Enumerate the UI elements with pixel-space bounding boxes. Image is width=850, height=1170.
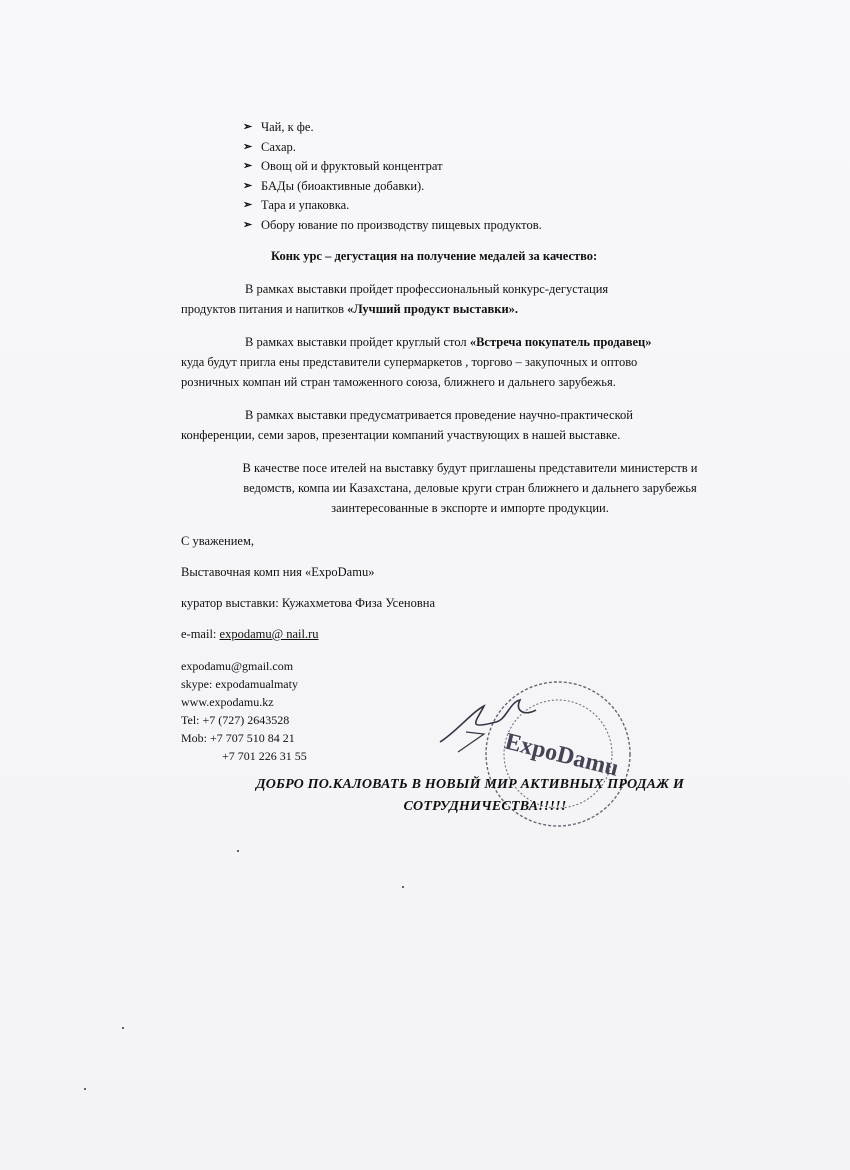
contest-paragraph: В рамках выставки пройдет профессиональный конкурс-дегустация продуктов питания и напитков «Лучший продукт выставки».: [181, 282, 609, 316]
skype-contact: skype: expodamualmaty: [181, 677, 298, 691]
conference-paragraph: В рамках выставки предусматривается проведение научно-практической конференции, семи заров, презентации компаний участвующих в нашей выставке.: [181, 408, 633, 442]
email-link[interactable]: expodamu@ nail.ru: [219, 627, 319, 641]
arrow-bullet-icon: ➢: [243, 160, 253, 172]
contact-block: [181, 657, 307, 765]
website-link[interactable]: www.expodamu.kz: [181, 695, 274, 709]
stamp-logo-text: ExpoDamu: [502, 728, 622, 782]
arrow-bullet-icon: ➢: [243, 179, 253, 192]
arrow-bullet-icon: ➢: [243, 121, 253, 133]
company-name: Выставочная комп ния «ExpoDamu»: [181, 565, 375, 579]
list-item: ➢ БАДы (биоактивные добавки).: [243, 177, 542, 197]
list-item: ➢ Сахар.: [243, 138, 542, 158]
mobile-number-2: +7 701 226 31 55: [222, 749, 307, 763]
scan-speck: [122, 1027, 124, 1029]
email-secondary[interactable]: expodamu@gmail.com: [181, 659, 294, 673]
email-line: e-mail: expodamu@ nail.ru: [181, 627, 319, 641]
round-table-paragraph: В рамках выставки пройдет круглый стол «Встреча покупатель продавец» куда будут пригла ены представители супермаркетов , торгово – закупочных и оптово розничных компан ий стран таможенного союза, ближнего и дальнего зарубежья.: [181, 335, 652, 389]
signature-stroke: [458, 732, 484, 752]
product-category-list: [243, 118, 542, 235]
welcome-slogan: ДОБРО ПО.КАЛОВАТЬ В НОВЫЙ МИР АКТИВНЫХ ПРОДАЖ И СОТРУДНИЧЕСТВА!!!!!: [255, 777, 685, 814]
list-item: ➢ Чай, к фе.: [243, 118, 542, 138]
arrow-bullet-icon: ➢: [243, 199, 253, 211]
scan-speck: [237, 850, 239, 852]
contest-heading: Конк урс – дегустация на получение медалей за качество:: [271, 249, 598, 263]
arrow-bullet-icon: ➢: [243, 140, 253, 153]
visitors-paragraph: В качестве посе ителей на выставку будут приглашены представители министерств и ведомств, компа ии Казахстана, деловые круги стран ближнего и дальнего зарубежья заинтересованные в экспорте и импорте продукции.: [242, 461, 698, 515]
list-item: ➢ Овощ ой и фруктовый концентрат: [243, 157, 542, 177]
scan-speck: [84, 1088, 86, 1090]
list-item: ➢ Тара и упаковка.: [243, 196, 542, 216]
scan-speck: [402, 886, 404, 888]
arrow-bullet-icon: ➢: [243, 218, 253, 231]
list-item: ➢ Обору ювание по производству пищевых продуктов.: [243, 216, 542, 236]
regards-text: С уважением,: [181, 534, 254, 548]
tel-number: Tel: +7 (727) 2643528: [181, 713, 290, 727]
mobile-number: Mob: +7 707 510 84 21: [181, 731, 295, 745]
curator-name: куратор выставки: Кужахметова Физа Усеновна: [181, 596, 436, 610]
